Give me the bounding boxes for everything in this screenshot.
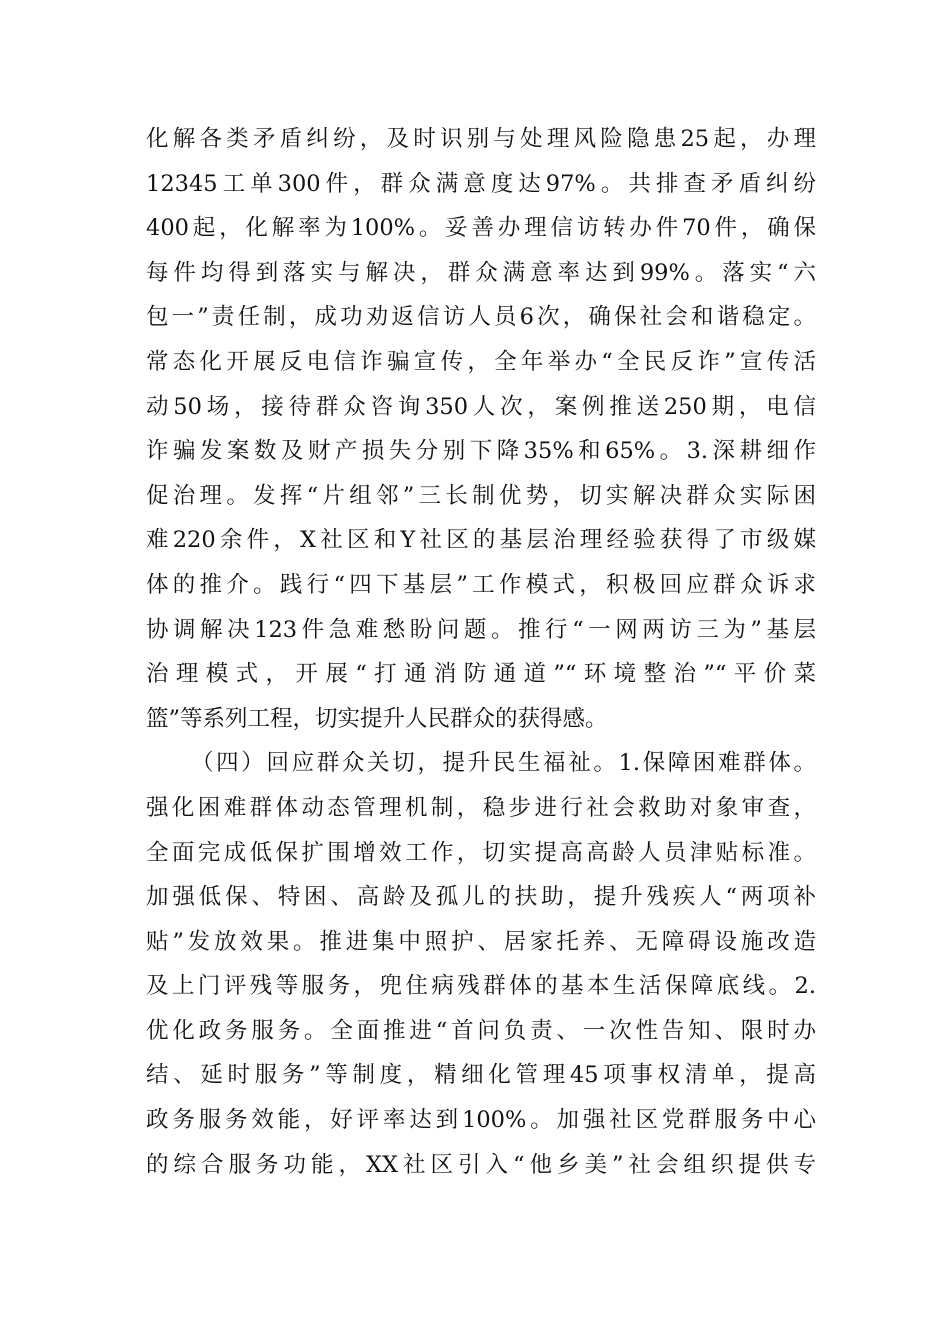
paragraph-1 (146, 117, 816, 741)
text-line: 结、延时服务”等制度，精细化管理45项事权清单，提高 (146, 1062, 816, 1089)
text-line: 包一”责任制，成功劝返信访人员6次，确保社会和谐稳定。 (146, 304, 816, 331)
text-line: 难220余件，X社区和Y社区的基层治理经验获得了市级媒 (146, 527, 816, 554)
text-line: 强化困难群体动态管理机制，稳步进行社会救助对象审查， (146, 794, 816, 821)
text-line: 体的推介。践行“四下基层”工作模式，积极回应群众诉求 (146, 571, 816, 598)
text-line: 化解各类矛盾纠纷，及时识别与处理风险隐患25起，办理 (146, 126, 816, 152)
text-line: 协调解决123件急难愁盼问题。推行“一网两访三为”基层 (146, 616, 816, 643)
text-line: 常态化开展反电信诈骗宣传，全年举办“全民反诈”宣传活 (146, 348, 816, 375)
text-line: 优化政务服务。全面推进“首问负责、一次性告知、限时办 (146, 1017, 816, 1044)
text-line: 治理模式，开展“打通消防通道”“环境整治”“平价菜 (146, 661, 816, 688)
text-line: 促治理。发挥“片组邻”三长制优势，切实解决群众实际困 (146, 482, 816, 509)
text-line: 政务服务效能，好评率达到100%。加强社区党群服务中心 (146, 1107, 816, 1134)
text-line: 诈骗发案数及财产损失分别下降35%和65%。3.深耕细作 (146, 438, 816, 465)
text-line: 的综合服务功能，XX社区引入“他乡美”社会组织提供专 (146, 1151, 816, 1178)
text-line: 动50场，接待群众咨询350人次，案例推送250期，电信 (146, 393, 816, 420)
text-line: 及上门评残等服务，兜住病残群体的基本生活保障底线。2. (146, 973, 816, 1000)
text-line: 400起，化解率为100%。妥善办理信访转办件70件，确保 (146, 215, 816, 242)
document-body (146, 117, 816, 1187)
text-line: 加强低保、特困、高龄及孤儿的扶助，提升残疾人“两项补 (146, 884, 816, 911)
text-line: 篮”等系列工程，切实提升人民群众的获得感。 (146, 705, 608, 732)
section-heading-line: （四）回应群众关切，提升民生福祉。1.保障困难群体。 (191, 750, 816, 777)
paragraph-2 (146, 741, 816, 1187)
text-line: 贴”发放效果。推进集中照护、居家托养、无障碍设施改造 (146, 928, 816, 955)
text-line: 每件均得到落实与解决，群众满意率达到99%。落实“六 (146, 259, 816, 286)
text-line: 12345工单300件，群众满意度达97%。共排查矛盾纠纷 (146, 170, 816, 197)
text-line: 全面完成低保扩围增效工作，切实提高高龄人员津贴标准。 (146, 839, 816, 866)
